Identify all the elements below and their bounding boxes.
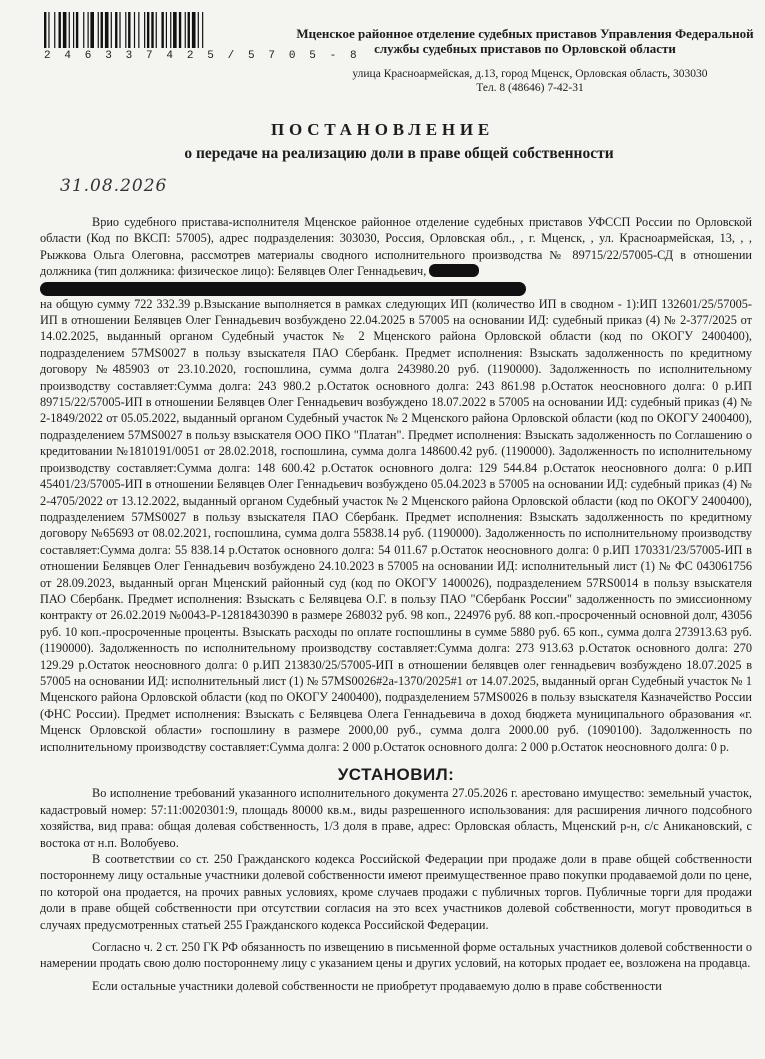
address-line: улица Красноармейская, д.13, город Мценск, Орловская область, 303030	[352, 68, 708, 80]
redaction-block	[429, 264, 479, 277]
established-paragraph-1: Во исполнение требований указанного исполнительного документа 27.05.2026 г. арестовано имущество: земельный участок, кадастровый номер: 57:11:0020301:9, площадь 80000 кв.м., виды разрешенного использования: для расширения личного подсобного хозяйства, вид права: общая долевая собственность, 1/3 доля в праве, адрес: Орловская область, Мценский р-н, с/с Аникановский, с востока от н.п. Волобуево.	[40, 786, 752, 850]
redaction-block	[40, 282, 526, 296]
document-title: ПОСТАНОВЛЕНИЕ	[270, 120, 495, 139]
phone-line: Тел. 8 (48646) 7-42-31	[476, 82, 584, 94]
intro-paragraph	[40, 214, 752, 755]
established-paragraph-2: В соответствии со ст. 250 Гражданского кодекса Российской Федерации при продаже доли в праве общей собственности постороннему лицу остальные участники долевой собственности имеют преимущественное право покупки продаваемой доли по цене, по которой она продается, на прочих равных условиях, кроме случаев продажи с публичных торгов. Публичные торги для продажи доли в праве общей собственности при отсутствии согласия на это всех участников долевой собственности, могут проводиться в случаях предусмотренных статьей 255 Гражданского кодекса Российской Федерации.	[40, 852, 752, 932]
intro-text-2: на общую сумму 722 332.39 р.Взыскание выполняется в рамках следующих ИП (количество ИП в сводном - 1):ИП 132601/25/57005-ИП в отношении Белявцев Олег Геннадьевич возбуждено 22.04.2025 в 57005 на основании ИД: судебный приказ (4) № 2-377/2025 от 14.02.2025, выданный органом Судебный участок № 2 Мценского района Орловской области (код по ОКОГУ 2400400), подразделением 57MS0027 в пользу взыскателя ПАО Сбербанк. Предмет исполнения: Взыскать задолженность по кредитному договору №485903 от 23.10.2020, госпошлина, сумма долга 243980.20 руб. (1190000). Задолженность по исполнительному производству составляет:Сумма долга: 243 980.2 р.Остаток основного долга: 243 861.98 р.Остаток неосновного долга: 0 р.ИП 89715/22/57005-ИП в отношении Белявцев Олег Геннадьевич возбуждено 18.07.2022 в 57005 на основании ИД: судебный приказ (4) № 2-1849/2022 от 05.05.2022, выданный органом Судебный участок № 2 Мценского района Орловской области (код по ОКОГУ 2400400), подразделением 57MS0027 в пользу взыскателя ООО ПКО "Платан". Предмет исполнения: Взыскать задолженность по Соглашению о кредитовании №1810191/0051 от 28.02.2018, госпошлина, сумма долга 148600.42 руб. (1190000). Задолженность по исполнительному производству составляет:Сумма долга: 148 600.42 р.Остаток основного долга: 129 544.84 р.Остаток неосновного долга: 0 р.ИП 45401/23/57005-ИП в отношении Белявцев Олег Геннадьевич возбуждено 05.04.2023 в 57005 на основании ИД: судебный приказ (4) № 2-4705/2022 от 13.12.2022, выданный органом Судебный участок № 2 Мценского района Орловской области (код по ОКОГУ 2400400), подразделением 57MS0027 в пользу взыскателя ПАО Сбербанк. Предмет исполнения: Взыскать задолженность по кредитному договору №65693 от 08.02.2021, госпошлина, сумма долга 55838.14 руб. (1190000). Задолженность по исполнительному производству составляет:Сумма долга: 55 838.14 р.Остаток основного долга: 54 011.67 р.Остаток неосновного долга: 0 р.ИП 170331/23/57005-ИП в отношении Белявцев Олег Геннадьевич возбуждено 24.10.2023 в 57005 на основании ИД: исполнительный лист (1) № ФС 043061756 от 28.09.2023, выданный орган Мценский районный суд (код по ОКОГУ 1400026), подразделением 57RS0014 в пользу взыскателя ПАО Сбербанк. Предмет исполнения: Взыскать с Белявцева О.Г. в пользу ПАО "Сбербанк России" задолженность по эмиссионному контракту от 26.02.2019 №0043-Р-12818430390 в размере 268032 руб. 98 коп., 224976 руб. 88 коп.-просроченный основной долг, 43056 руб. 10 коп.-просроченные проценты. Взыскать расходы по оплате госпошлины в сумме 5880 руб. 65 коп., сумма долга 273913.63 руб. (1190000). Задолженность по исполнительному производству составляет:Сумма долга: 273 913.63 р.Остаток основного долга: 270 129.29 р.Остаток неосновного долга: 0 р.ИП 213830/25/57005-ИП в отношении белявцев олег геннадьевич возбуждено 18.07.2025 в 57005 на основании ИД: исполнительный лист (1) № 57MS0026#2а-1370/2025#1 от 14.07.2025, выданный орган Судебный участок № 1 Мценского района Орловской области (код по ОКОГУ 2400400), подразделением 57MS0026 в пользу взыскателя Казначейство России (ФНС России). Предмет исполнения: Взыскать с Белявцева Олега Геннадьевича в доход бюджета муниципального образования «г. Мценск Орловской области» госпошлину в размере 2000,00 руб., сумма долга 2000.00 руб. (1090100). Задолженность по исполнительному производству составляет:Сумма долга: 2 000 р.Остаток основного долга: 2 000 р.Остаток неосновного долга: 0 р.	[40, 296, 752, 754]
document-subtitle: о передаче на реализацию доли в праве общей собственности	[184, 145, 614, 162]
barcode	[44, 12, 270, 48]
org-address	[300, 67, 760, 95]
barcode-number: 2 4 6 3 3 7 4 2 5 / 5 7 0 5 - 8	[44, 50, 361, 62]
org-line-2: службы судебных приставов по Орловской области	[374, 41, 676, 56]
intro-text-1: Врио судебного пристава-исполнителя Мценское районное отделение судебных приставов УФССП России по Орловской области (Код по ВКСП: 57005), адрес подразделения: 303030, Россия, Орловская обл., , г. Мценск, , ул. Красноармейская, 13, , , Рыжкова Ольга Олеговна, рассмотрев материалы сводного исполнительного производства № 89715/22/57005-СД в отношении должника (тип должника: физическое лицо): Белявцев Олег Геннадьевич,	[40, 215, 752, 279]
established-paragraph-3: Согласно ч. 2 ст. 250 ГК РФ обязанность по извещению в письменной форме остальных участников долевой собственности о намерении продать свою долю постороннему лицу с указанием цены и других условий, на которых продает ее, возложена на продавца.	[40, 940, 752, 971]
established-paragraph-4: Если остальные участники долевой собственности не приобретут продаваемую долю в праве собственности	[92, 978, 662, 993]
org-line-1: Мценское районное отделение судебных приставов Управления Федеральной	[296, 26, 754, 41]
established-heading: УСТАНОВИЛ:	[337, 765, 455, 784]
org-name	[290, 26, 760, 56]
document-body	[40, 214, 752, 994]
document-date: 31.08.2026	[60, 176, 168, 196]
